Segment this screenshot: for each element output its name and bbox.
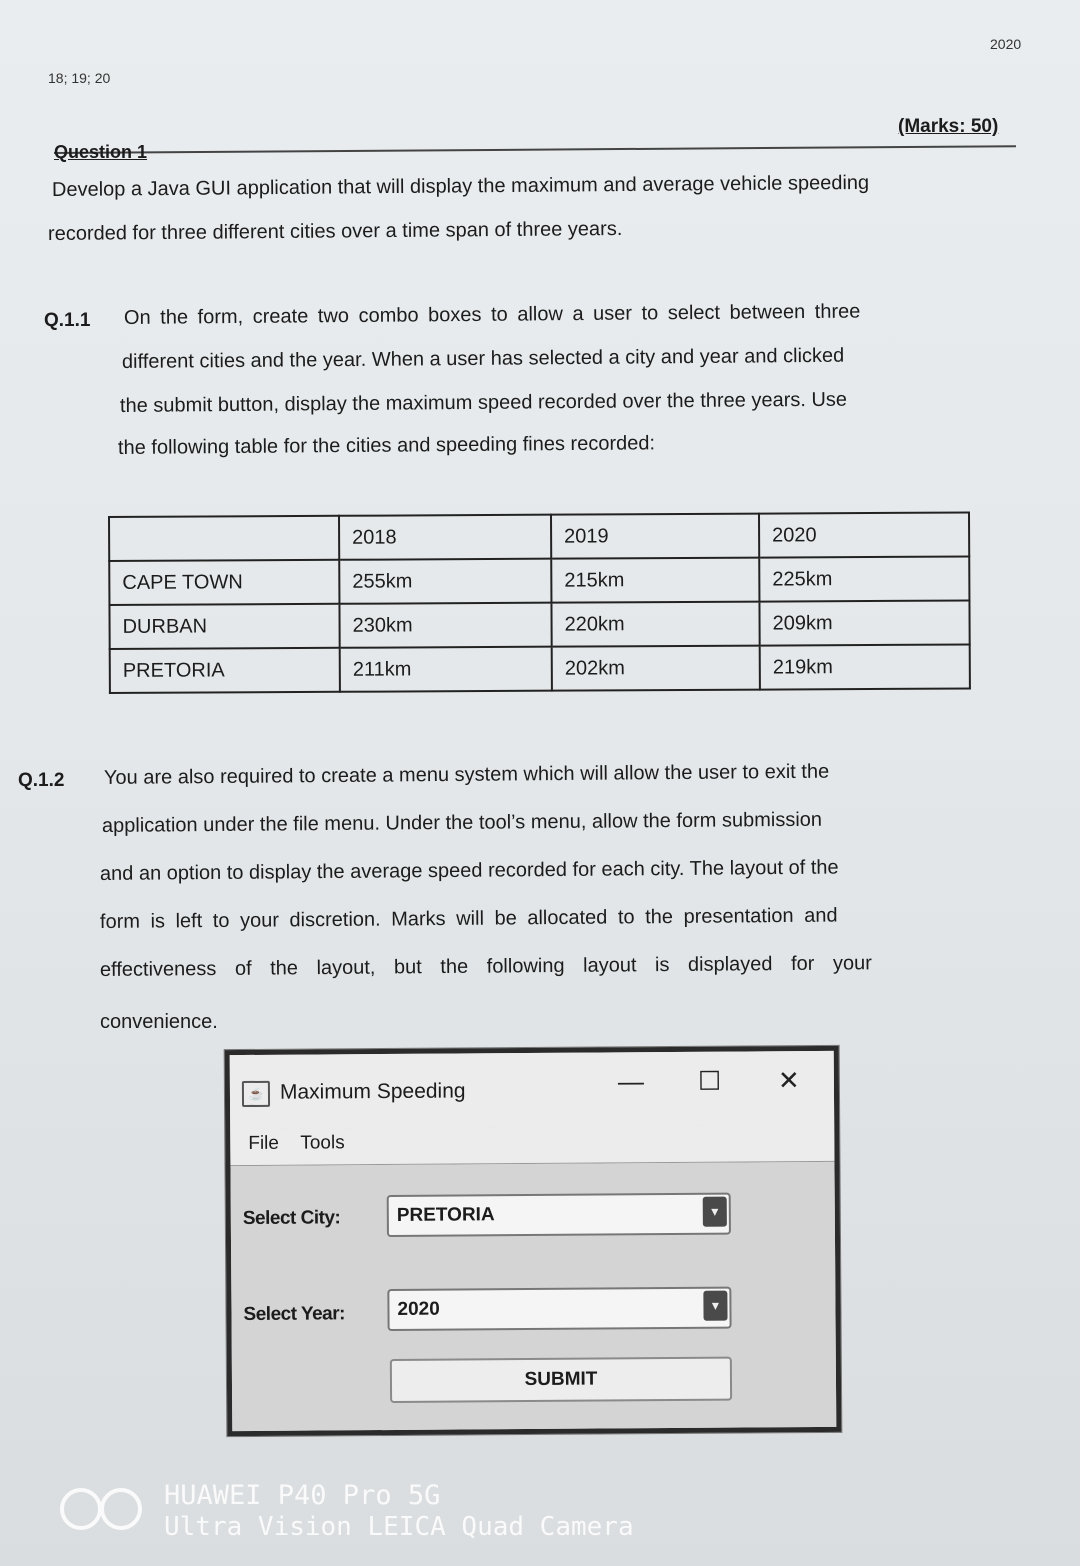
table-row	[110, 644, 970, 693]
city-label: Select City:	[242, 1207, 341, 1230]
q111-line-1: On the form, create two combo boxes to allow a user to select between three	[123, 300, 861, 329]
menu-tools[interactable]: Tools	[300, 1132, 345, 1154]
q111-line-3: the submit button, display the maximum speed recorded over the three years. Use	[119, 388, 848, 417]
title-rule	[54, 145, 1016, 153]
table-cell: CAPE TOWN	[109, 560, 339, 605]
menu-bar	[230, 1125, 834, 1166]
q111-number: Q.1.1	[44, 310, 91, 331]
table-cell: DURBAN	[109, 604, 339, 649]
city-combo-value: PRETORIA	[396, 1204, 495, 1226]
camera-logo-icon	[60, 1488, 144, 1538]
year-corner: 2020	[990, 36, 1022, 52]
city-combo[interactable]	[387, 1193, 731, 1237]
table-cell: 202km	[552, 646, 760, 691]
window-title: Maximum Speeding	[279, 1079, 466, 1104]
watermark-line-1: HUAWEI P40 Pro 5G	[164, 1480, 441, 1511]
year-combo[interactable]	[387, 1287, 731, 1331]
q111-line-2: different cities and the year. When a user has selected a city and year and clicked	[121, 344, 845, 373]
table-cell: 219km	[760, 644, 970, 689]
table-cell: 215km	[551, 558, 759, 603]
module-codes: 18; 19; 20	[48, 70, 111, 86]
intro-line-1: Develop a Java GUI application that will display the maximum and average vehicle speeding	[51, 171, 870, 201]
dropdown-arrow-icon[interactable]: ▼	[703, 1291, 727, 1321]
menu-file[interactable]: File	[248, 1132, 280, 1154]
table-cell: 255km	[339, 559, 551, 604]
table-header-row	[109, 512, 969, 561]
window-titlebar	[230, 1051, 835, 1129]
year-combo-value: 2020	[397, 1298, 440, 1320]
marks-label: (Marks: 50)	[898, 116, 999, 137]
table-cell: 211km	[340, 647, 552, 692]
q112-line-2: application under the file menu. Under the tool’s menu, allow the form submission	[101, 808, 823, 837]
table-cell: PRETORIA	[110, 648, 340, 693]
intro-line-2: recorded for three different cities over a time span of three years.	[47, 217, 623, 245]
q112-line-5: effectiveness of the layout, but the following layout is displayed for your	[99, 952, 872, 981]
table-cell: 220km	[551, 602, 759, 647]
year-label: Select Year:	[243, 1303, 345, 1326]
table-cell: 209km	[759, 600, 969, 645]
dropdown-arrow-icon[interactable]: ▼	[703, 1197, 727, 1227]
java-cup-icon: ☕	[242, 1081, 270, 1107]
app-window	[225, 1046, 842, 1436]
q112-line-6: convenience.	[100, 1011, 218, 1033]
question-title: Question 1	[54, 142, 148, 162]
table-header-cell	[109, 516, 339, 561]
q112-line-1: You are also required to create a menu system which will allow the user to exit the	[103, 760, 830, 789]
table-header-cell: 2018	[339, 515, 551, 560]
table-header-cell: 2019	[551, 514, 759, 559]
table-header-cell: 2020	[759, 512, 969, 557]
form-panel	[230, 1162, 836, 1431]
minimize-button[interactable]: —	[617, 1066, 644, 1097]
maximize-button[interactable]: ☐	[697, 1065, 722, 1096]
table-cell: 230km	[339, 603, 551, 648]
speeding-table	[108, 511, 971, 694]
table-row	[109, 556, 969, 605]
close-button[interactable]: ✕	[777, 1065, 800, 1096]
q111-line-4: the following table for the cities and speeding fines recorded:	[117, 432, 656, 459]
q112-line-3: and an option to display the average speed recorded for each city. The layout of the	[99, 856, 839, 885]
watermark-line-2: Ultra Vision LEICA Quad Camera	[164, 1512, 634, 1542]
table-cell: 225km	[759, 556, 969, 601]
table-row	[109, 600, 969, 649]
q112-number: Q.1.2	[18, 770, 65, 791]
submit-button[interactable]: SUBMIT	[390, 1357, 732, 1403]
q112-line-4: form is left to your discretion. Marks will be allocated to the presentation and	[99, 904, 838, 933]
